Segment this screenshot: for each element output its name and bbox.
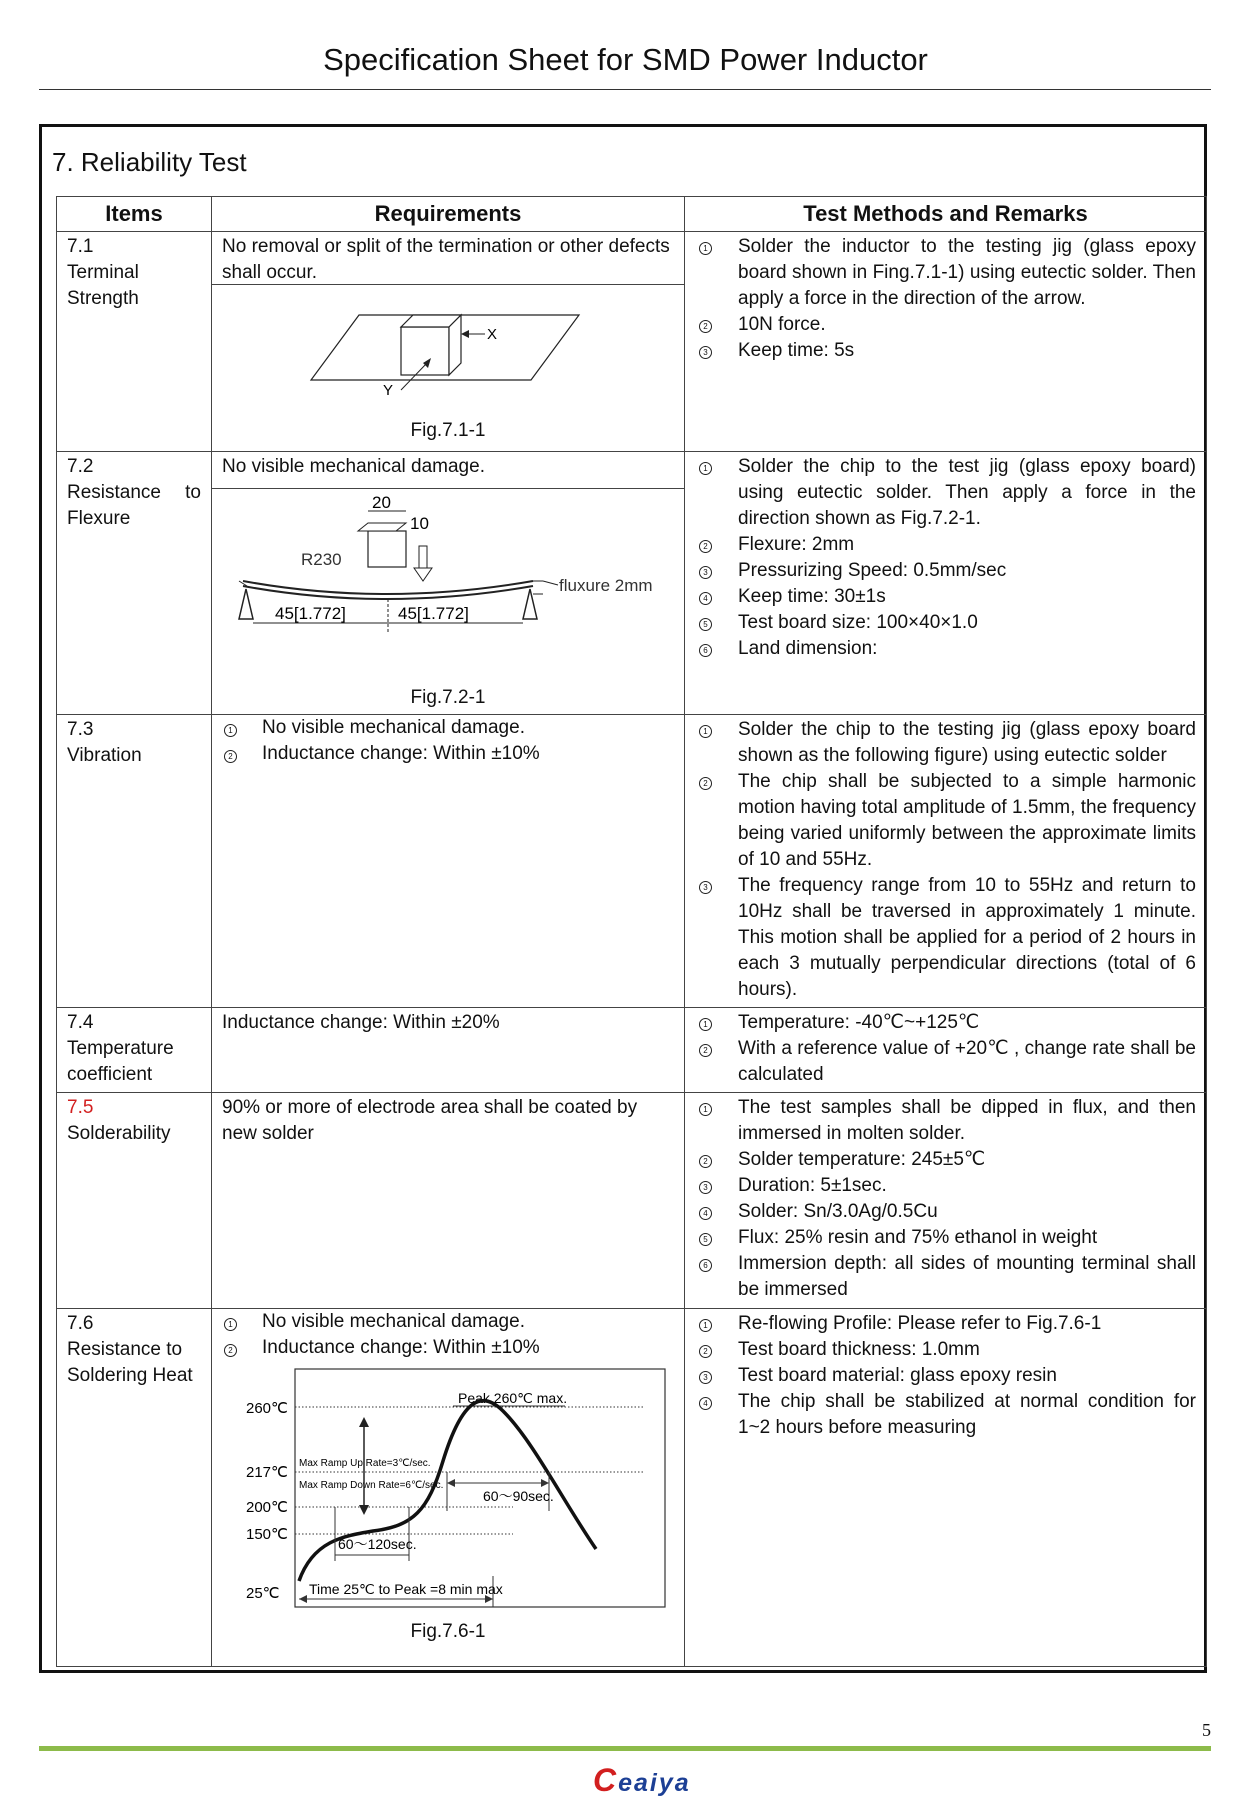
time-to-peak-label: Time 25℃ to Peak =8 min max (309, 1581, 503, 1597)
header-items: Items (57, 197, 212, 232)
item-name: Resistance to Soldering Heat (67, 1339, 193, 1386)
method-cell (685, 1008, 1207, 1093)
list-item: 2 Test board thickness: 1.0mm (695, 1337, 1196, 1363)
ramp-up-label: Max Ramp Up Rate=3℃/sec. (299, 1458, 431, 1469)
method-list (695, 1311, 1196, 1441)
list-item: 5 Test board size: 100×40×1.0 (695, 610, 1196, 636)
figure-label-x: X (487, 326, 498, 343)
peak-label: Peak 260℃ max. (458, 1390, 568, 1406)
list-item: 1 No visible mechanical damage. (212, 1309, 684, 1335)
figure-7-1-1 (212, 284, 684, 450)
y-label-217: 217℃ (246, 1464, 288, 1481)
requirement-text: Inductance change: Within ±20% (222, 1012, 500, 1033)
figure-caption: Fig.7.2-1 (410, 687, 486, 708)
figure-7-6-1 (212, 1361, 684, 1645)
method-cell (685, 232, 1207, 452)
list-item: 2 Flexure: 2mm (695, 532, 1196, 558)
requirement-text: No removal or split of the termination or other defects shall occur. (222, 236, 670, 283)
page-title: Specification Sheet for SMD Power Inductor (323, 42, 928, 77)
y-label-150: 150℃ (246, 1526, 288, 1543)
list-item: 3 The frequency range from 10 to 55Hz and return to 10Hz shall be traversed in approximately 1 minute. This motion shall be applied for a period of 2 hours in each 3 mutually perpendicular directions (total of 6 hours). (695, 873, 1196, 1003)
method-list (695, 1010, 1196, 1088)
item-cell (57, 1093, 212, 1309)
method-cell (685, 715, 1207, 1008)
list-item: 6 Immersion depth: all sides of mounting terminal shall be immersed (695, 1251, 1196, 1303)
footer-divider (39, 1746, 1211, 1751)
list-item: 4 The chip shall be stabilized at normal condition for 1~2 hours before measuring (695, 1389, 1196, 1441)
label-fluxure: fluxure 2mm (559, 576, 653, 595)
flexure-diagram (213, 489, 683, 677)
logo-c: C (593, 1762, 619, 1798)
item-cell (57, 715, 212, 1008)
requirement-list (212, 715, 684, 767)
item-cell (57, 232, 212, 452)
method-list (695, 454, 1196, 662)
list-item: 2 Solder temperature: 245±5℃ (695, 1147, 1196, 1173)
item-name: Terminal Strength (67, 262, 139, 309)
list-item: 1 Solder the inductor to the testing jig (glass epoxy board shown in Fing.7.1-1) using eutectic solder. Then apply a force in the direction of the arrow. (695, 234, 1196, 312)
reliability-table (56, 196, 1207, 1667)
table-row (57, 452, 1207, 715)
page-number: 5 (1202, 1720, 1211, 1740)
table-header-row (57, 197, 1207, 232)
list-item: 3 Keep time: 5s (695, 338, 1196, 364)
list-item: 2 Inductance change: Within ±10% (212, 741, 684, 767)
figure-7-2-1 (212, 488, 684, 712)
requirement-text: 90% or more of electrode area shall be coated by new solder (222, 1097, 638, 1144)
item-number: 7.3 (67, 719, 94, 740)
label-span-right: 45[1.772] (398, 604, 469, 623)
list-item: 2 The chip shall be subjected to a simple harmonic motion having total amplitude of 1.5mm, the frequency being varied uniformly between the approximate limits of 10 and 55Hz. (695, 769, 1196, 873)
method-list (695, 1095, 1196, 1303)
list-item: 4 Keep time: 30±1s (695, 584, 1196, 610)
list-item: 1 Re-flowing Profile: Please refer to Fig.7.6-1 (695, 1311, 1196, 1337)
table-row (57, 232, 1207, 452)
item-name: Vibration (67, 745, 142, 766)
reflow-profile-diagram (213, 1361, 683, 1611)
method-cell (685, 1093, 1207, 1309)
header-divider (39, 89, 1211, 90)
item-number: 7.5 (67, 1097, 94, 1118)
requirement-list (212, 1309, 684, 1361)
list-item: 1 Temperature: -40℃~+125℃ (695, 1010, 1196, 1036)
ramp-down-label: Max Ramp Down Rate=6℃/sec. (299, 1480, 444, 1491)
dim-10: 10 (410, 514, 429, 533)
item-number: 7.2 (67, 456, 94, 477)
requirement-cell (212, 232, 685, 452)
list-item: 3 Test board material: glass epoxy resin (695, 1363, 1196, 1389)
item-name: Temperature coefficient (67, 1038, 174, 1085)
table-row (57, 1008, 1207, 1093)
method-cell (685, 452, 1207, 715)
requirement-cell (212, 1309, 685, 1667)
table-row (57, 1093, 1207, 1309)
method-list (695, 234, 1196, 364)
item-cell (57, 1008, 212, 1093)
list-item: 6 Land dimension: (695, 636, 1196, 662)
list-item: 2 10N force. (695, 312, 1196, 338)
requirement-cell (212, 715, 685, 1008)
company-logo (593, 1762, 691, 1799)
list-item: 5 Flux: 25% resin and 75% ethanol in weight (695, 1225, 1196, 1251)
item-name: Resistance to Flexure (67, 482, 201, 529)
method-cell (685, 1309, 1207, 1667)
list-item: 1 No visible mechanical damage. (212, 715, 684, 741)
section-title: 7. Reliability Test (52, 147, 247, 177)
item-name: Solderability (67, 1123, 171, 1144)
figure-caption: Fig.7.1-1 (410, 420, 486, 441)
y-label-260: 260℃ (246, 1400, 288, 1417)
y-label-200: 200℃ (246, 1499, 288, 1516)
requirement-cell (212, 452, 685, 715)
label-span-left: 45[1.772] (275, 604, 346, 623)
figure-caption: Fig.7.6-1 (410, 1621, 486, 1642)
header-requirements: Requirements (212, 197, 685, 232)
item-cell (57, 452, 212, 715)
requirement-cell (212, 1008, 685, 1093)
list-item: 1 Solder the chip to the test jig (glass epoxy board) using eutectic solder. Then apply a force in the direction shown as Fig.7.2-1. (695, 454, 1196, 532)
item-cell (57, 1309, 212, 1667)
list-item: 1 The test samples shall be dipped in flux, and then immersed in molten solder. (695, 1095, 1196, 1147)
list-item: 3 Pressurizing Speed: 0.5mm/sec (695, 558, 1196, 584)
logo-text: eaiya (618, 1769, 691, 1797)
list-item: 1 Solder the chip to the testing jig (glass epoxy board shown as the following figure) using eutectic solder (695, 717, 1196, 769)
item-number: 7.4 (67, 1012, 94, 1033)
duration-90-label: 60～90sec. (483, 1488, 554, 1504)
label-r230: R230 (301, 550, 342, 569)
figure-label-y: Y (383, 382, 394, 399)
method-list (695, 717, 1196, 1003)
list-item: 2 With a reference value of +20℃ , change rate shall be calculated (695, 1036, 1196, 1088)
terminal-strength-diagram (213, 285, 683, 410)
table-row (57, 1309, 1207, 1667)
table-row (57, 715, 1207, 1008)
dim-20: 20 (372, 493, 391, 512)
item-number: 7.6 (67, 1313, 94, 1334)
list-item: 3 Duration: 5±1sec. (695, 1173, 1196, 1199)
list-item: 4 Solder: Sn/3.0Ag/0.5Cu (695, 1199, 1196, 1225)
y-label-25: 25℃ (246, 1585, 280, 1602)
list-item: 2 Inductance change: Within ±10% (212, 1335, 684, 1361)
duration-120-label: 60～120sec. (338, 1536, 417, 1552)
requirement-cell (212, 1093, 685, 1309)
header-methods: Test Methods and Remarks (685, 197, 1207, 232)
requirement-text: No visible mechanical damage. (222, 456, 485, 477)
item-number: 7.1 (67, 236, 94, 257)
